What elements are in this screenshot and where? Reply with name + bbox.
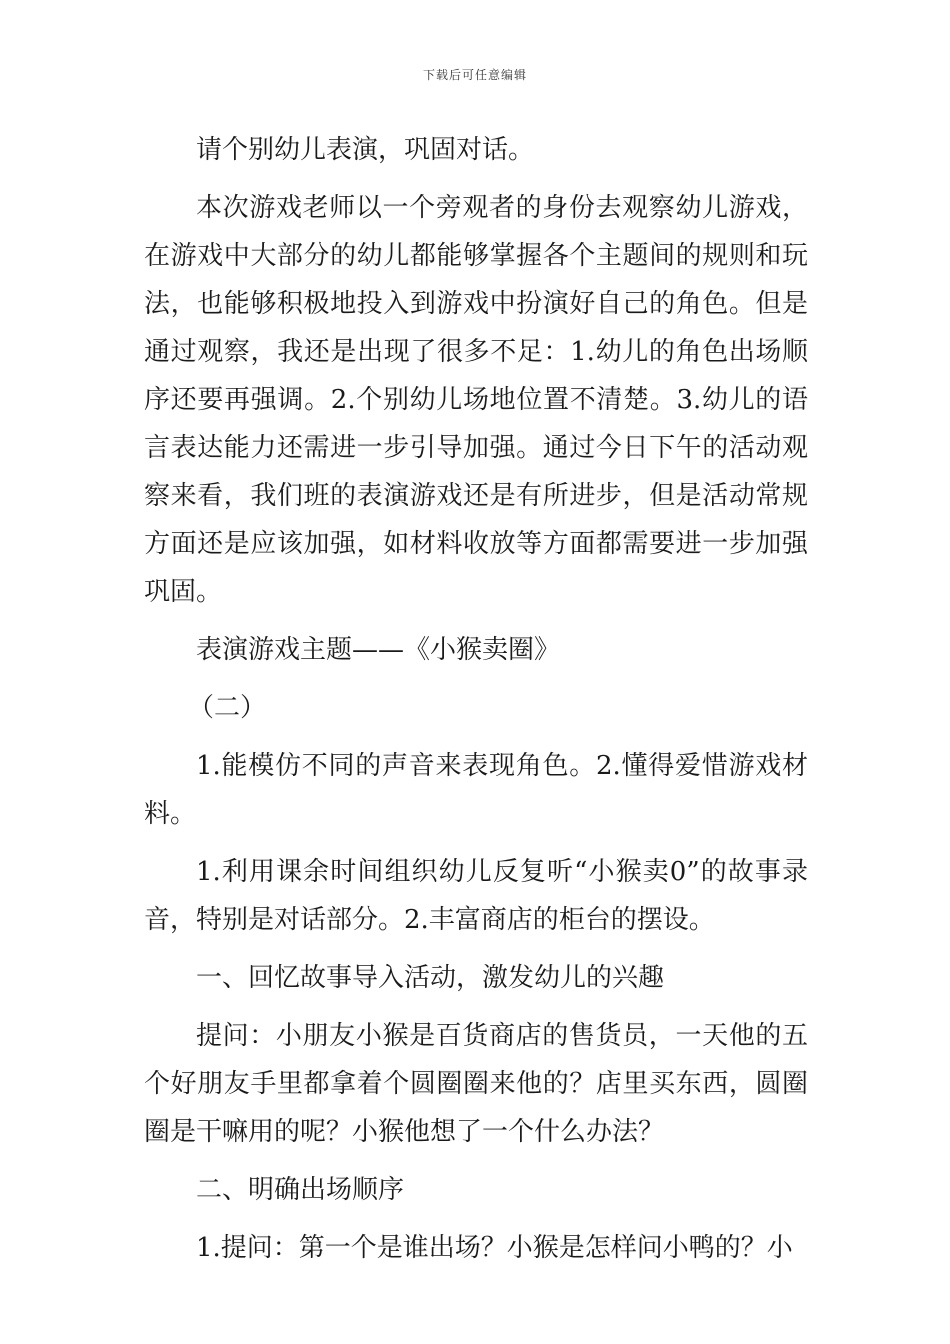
paragraph-2: 本次游戏老师以一个旁观者的身份去观察幼儿游戏，在游戏中大部分的幼儿都能够掌握各个主题间的规则和玩法，也能够积极地投入到游戏中扮演好自己的角色。但是通过观察，我还是出现了很多不足：1.幼儿的角色出场顺序还要再强调。2.个别幼儿场地位置不清楚。3.幼儿的语言表达能力还需进一步引导加强。通过今日下午的活动观察来看，我们班的表演游戏还是有所进步，但是活动常规方面还是应该加强，如材料收放等方面都需要进一步加强巩固。 bbox=[144, 193, 808, 607]
page-header: 下载后可任意编辑 bbox=[422, 68, 527, 82]
paragraph-9: 二、明确出场顺序 bbox=[196, 1175, 405, 1205]
paragraph-7: 一、回忆故事导入活动，激发幼儿的兴趣 bbox=[196, 963, 665, 993]
document-body bbox=[144, 126, 808, 1272]
paragraph-6: 1.利用课余时间组织幼儿反复听“小猴卖0”的故事录音，特别是对话部分。2.丰富商店的柜台的摆设。 bbox=[144, 857, 808, 935]
paragraph-8: 提问：小朋友小猴是百货商店的售货员，一天他的五个好朋友手里都拿着个圆圈圈来他的？店里买东西，圆圈圈是干嘛用的呢？小猴他想了一个什么办法？ bbox=[144, 1021, 808, 1147]
paragraph-4: （二） bbox=[188, 693, 267, 723]
paragraph-5: 1.能模仿不同的声音来表现角色。2.懂得爱惜游戏材料。 bbox=[144, 751, 808, 829]
paragraph-3: 表演游戏主题——《小猴卖圈》 bbox=[196, 635, 561, 665]
paragraph-10: 1.提问：第一个是谁出场？小猴是怎样问小鸭的？小 bbox=[196, 1233, 793, 1263]
paragraph-1: 请个别幼儿表演，巩固对话。 bbox=[196, 135, 535, 165]
